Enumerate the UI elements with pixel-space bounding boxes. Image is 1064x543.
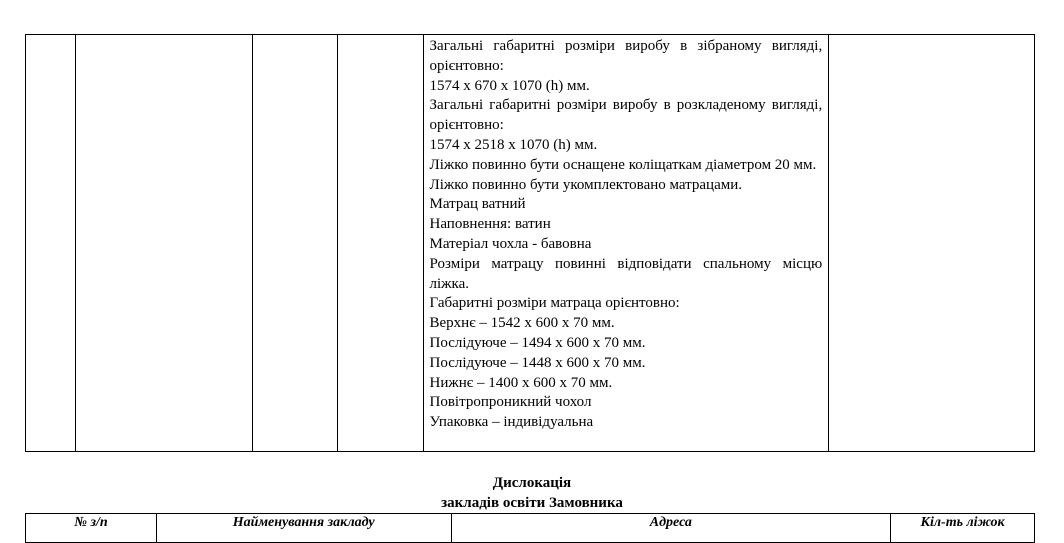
- spec-line: Повітропроникний чохол: [429, 394, 592, 411]
- spec-line: 1574 х 670 х 1070 (h) мм.: [429, 77, 590, 94]
- spec-line: Матеріал чохла - бавовна: [429, 235, 592, 252]
- specification-table: [25, 34, 1035, 452]
- spec-line: Упаковка – індивідуальна: [429, 414, 594, 431]
- spec-line: Загальні габаритні розміри виробу в зібраному вигляді, орієнтовно:: [429, 38, 823, 74]
- table-row: [26, 35, 1035, 452]
- dislocation-title: Дислокація: [492, 475, 572, 491]
- spec-line: Нижнє – 1400 х 600 х 70 мм.: [429, 374, 613, 391]
- spec-line: Загальні габаритні розміри виробу в розкладеному вигляді, орієнтовно:: [429, 97, 823, 134]
- spec-line: Ліжко повинно бути оснащене коліщаткам діаметром 20 мм.: [429, 156, 817, 173]
- spec-line: Матрац ватний: [429, 196, 526, 213]
- header-number: № з/п: [26, 514, 157, 543]
- unit-cell: [252, 35, 337, 452]
- table-header-row: [26, 514, 1035, 543]
- spec-line: Ліжко повинно бути укомплектовано матрацами.: [429, 176, 743, 193]
- notes-cell: [829, 35, 1035, 452]
- header-address: Адреса: [451, 514, 891, 543]
- description-cell: [423, 35, 829, 452]
- header-bed-count: Кіл-ть ліжок: [891, 514, 1035, 543]
- spec-line: Розміри матрацу повинні відповідати спальному місцю ліжка.: [429, 255, 823, 292]
- name-cell: [75, 35, 252, 452]
- spec-line: Наповнення: ватин: [429, 216, 551, 233]
- spec-line: Верхнє – 1542 х 600 х 70 мм.: [429, 315, 615, 332]
- spec-line: Послідуюче – 1448 х 600 х 70 мм.: [429, 354, 646, 371]
- quantity-cell: [337, 35, 423, 452]
- header-institution-name: Найменування закладу: [156, 514, 451, 543]
- spec-line: Габаритні розміри матраца орієнтовно:: [429, 295, 680, 312]
- dislocation-subtitle: закладів освіти Замовника: [441, 495, 623, 511]
- spec-line: 1574 х 2518 х 1070 (h) мм.: [429, 136, 598, 153]
- number-cell: [26, 35, 76, 452]
- dislocation-table: [25, 513, 1035, 543]
- spec-line: Послідуюче – 1494 х 600 х 70 мм.: [429, 334, 646, 351]
